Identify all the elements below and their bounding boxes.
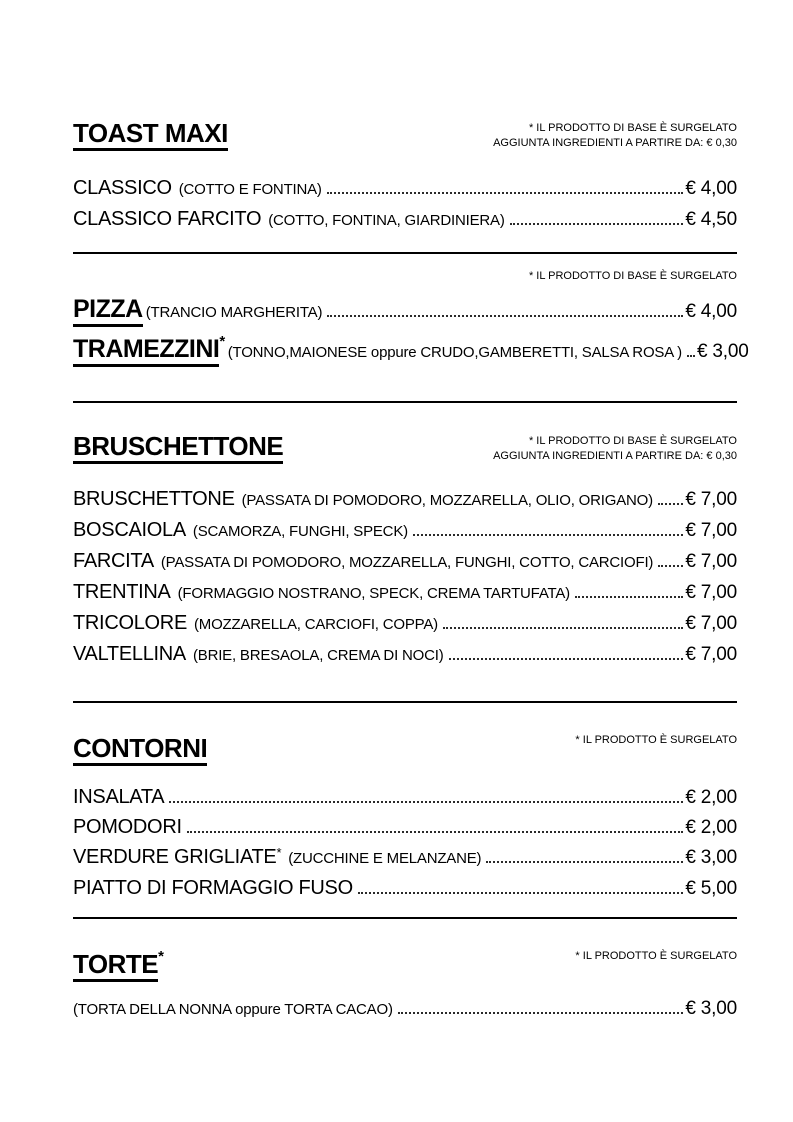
section-header-torte xyxy=(73,949,737,982)
item-price: € 7,00 xyxy=(685,582,737,603)
frozen-product-note: * IL PRODOTTO DI BASE È SURGELATO xyxy=(528,270,737,282)
menu-item-farcita xyxy=(73,550,737,574)
section-divider xyxy=(73,252,737,254)
item-name: PIATTO DI FORMAGGIO FUSO xyxy=(73,877,353,899)
section-heading-text: BRUSCHETTONE xyxy=(73,431,283,464)
frozen-product-note: * IL PRODOTTO È SURGELATO xyxy=(575,950,737,962)
section-notes xyxy=(493,121,737,151)
item-name: TRAMEZZINI* xyxy=(73,334,225,367)
item-description: (ZUCCHINE E MELANZANE) xyxy=(288,850,482,867)
section-notes xyxy=(73,269,737,284)
frozen-asterisk: * xyxy=(158,948,164,965)
item-price: € 3,00 xyxy=(696,341,749,362)
menu-item-bruschettone xyxy=(73,488,737,512)
section-items-pizza-tramezzini xyxy=(73,294,749,368)
item-description: (PASSATA DI POMODORO, MOZZARELLA, FUNGHI, COTTO, CARCIOFI) xyxy=(160,554,654,571)
item-name: CLASSICO xyxy=(73,177,172,199)
dotted-leader xyxy=(327,192,684,194)
section-items-toast-maxi xyxy=(73,177,737,232)
item-description: (BRIE, BRESAOLA, CREMA DI NOCI) xyxy=(192,647,444,664)
dotted-leader xyxy=(187,831,684,833)
item-name: PIZZA xyxy=(73,294,143,327)
section-header-bruschettone xyxy=(73,431,737,464)
item-price: € 7,00 xyxy=(685,489,737,510)
section-heading-text: TOAST MAXI xyxy=(73,118,228,151)
menu-item-trentina xyxy=(73,581,737,605)
dotted-leader xyxy=(358,892,684,894)
item-price: € 3,00 xyxy=(685,847,737,868)
item-price: € 2,00 xyxy=(685,817,737,838)
item-price: € 7,00 xyxy=(685,644,737,665)
dotted-leader xyxy=(575,596,683,598)
section-notes xyxy=(575,733,737,748)
frozen-asterisk: * xyxy=(219,333,225,350)
section-notes xyxy=(575,949,737,964)
dotted-leader xyxy=(658,565,683,567)
item-price: € 4,00 xyxy=(685,301,737,322)
item-price: € 7,00 xyxy=(685,520,737,541)
section-items-contorni xyxy=(73,786,737,900)
item-price: € 2,00 xyxy=(685,787,737,808)
item-name: TRICOLORE xyxy=(73,612,187,634)
section-divider xyxy=(73,701,737,703)
item-name: CLASSICO FARCITO xyxy=(73,208,262,230)
item-name: VERDURE GRIGLIATE* xyxy=(73,845,282,868)
item-description: (MOZZARELLA, CARCIOFI, COPPA) xyxy=(193,616,438,633)
dotted-leader xyxy=(398,1012,684,1014)
item-name: BOSCAIOLA xyxy=(73,519,186,541)
menu-item-piatto-di-formaggio-fuso xyxy=(73,877,737,900)
section-heading-toast-maxi xyxy=(73,118,228,151)
menu-item-boscaiola xyxy=(73,519,737,543)
frozen-product-note: * IL PRODOTTO È SURGELATO xyxy=(575,734,737,746)
menu-item-classico-farcito xyxy=(73,208,737,232)
menu-item-tricolore xyxy=(73,612,737,636)
menu-item-pizza xyxy=(73,294,737,328)
item-price: € 5,00 xyxy=(685,878,737,899)
dotted-leader xyxy=(687,355,695,357)
menu-item-tramezzini xyxy=(73,333,749,368)
menu-item-torta xyxy=(73,998,737,1021)
item-price: € 7,00 xyxy=(685,551,737,572)
dotted-leader xyxy=(443,627,683,629)
section-divider xyxy=(73,401,737,403)
item-description: (COTTO, FONTINA, GIARDINIERA) xyxy=(268,212,505,229)
section-header-contorni xyxy=(73,733,737,766)
menu-item-valtellina xyxy=(73,643,737,667)
item-description: (PASSATA DI POMODORO, MOZZARELLA, OLIO, ORIGANO) xyxy=(241,492,653,509)
dotted-leader xyxy=(486,861,683,863)
frozen-product-note: * IL PRODOTTO DI BASE È SURGELATO xyxy=(528,435,737,447)
section-heading-text: TORTE xyxy=(73,949,158,982)
item-name: VALTELLINA xyxy=(73,643,186,665)
item-price: € 7,00 xyxy=(685,613,737,634)
extra-ingredients-note: AGGIUNTA INGREDIENTI A PARTIRE DA: € 0,30 xyxy=(493,137,737,149)
item-name: POMODORI xyxy=(73,816,182,838)
section-heading-bruschettone xyxy=(73,431,283,464)
item-price: € 4,50 xyxy=(685,209,737,230)
dotted-leader xyxy=(449,658,684,660)
section-heading-torte xyxy=(73,949,163,982)
dotted-leader xyxy=(510,223,684,225)
item-description: (SCAMORZA, FUNGHI, SPECK) xyxy=(192,523,408,540)
item-description: (TORTA DELLA NONNA oppure TORTA CACAO) xyxy=(73,1001,393,1018)
item-description: (TONNO,MAIONESE oppure CRUDO,GAMBERETTI, SALSA ROSA ) xyxy=(227,344,682,361)
frozen-product-note: * IL PRODOTTO DI BASE È SURGELATO xyxy=(528,122,737,134)
menu-item-classico xyxy=(73,177,737,201)
section-items-bruschettone xyxy=(73,488,737,667)
item-description: (TRANCIO MARGHERITA) xyxy=(145,304,323,321)
section-notes xyxy=(493,434,737,464)
dotted-leader xyxy=(169,801,683,803)
item-name: FARCITA xyxy=(73,550,154,572)
section-divider xyxy=(73,917,737,919)
section-items-torte xyxy=(73,998,737,1021)
item-name: INSALATA xyxy=(73,786,165,808)
menu-item-pomodori xyxy=(73,816,737,839)
dotted-leader xyxy=(658,503,683,505)
item-description: (COTTO E FONTINA) xyxy=(178,181,322,198)
menu-item-verdure-grigliate xyxy=(73,846,737,870)
frozen-asterisk: * xyxy=(276,845,282,860)
section-heading-text: CONTORNI xyxy=(73,733,207,766)
item-name: BRUSCHETTONE xyxy=(73,488,235,510)
section-header-toast-maxi xyxy=(73,118,737,151)
item-price: € 4,00 xyxy=(685,178,737,199)
item-name: TRENTINA xyxy=(73,581,171,603)
item-description: (FORMAGGIO NOSTRANO, SPECK, CREMA TARTUFATA) xyxy=(177,585,570,602)
dotted-leader xyxy=(413,534,683,536)
dotted-leader xyxy=(327,315,683,317)
menu-item-insalata xyxy=(73,786,737,809)
item-price: € 3,00 xyxy=(685,998,737,1019)
extra-ingredients-note: AGGIUNTA INGREDIENTI A PARTIRE DA: € 0,30 xyxy=(493,450,737,462)
section-heading-contorni xyxy=(73,733,207,766)
